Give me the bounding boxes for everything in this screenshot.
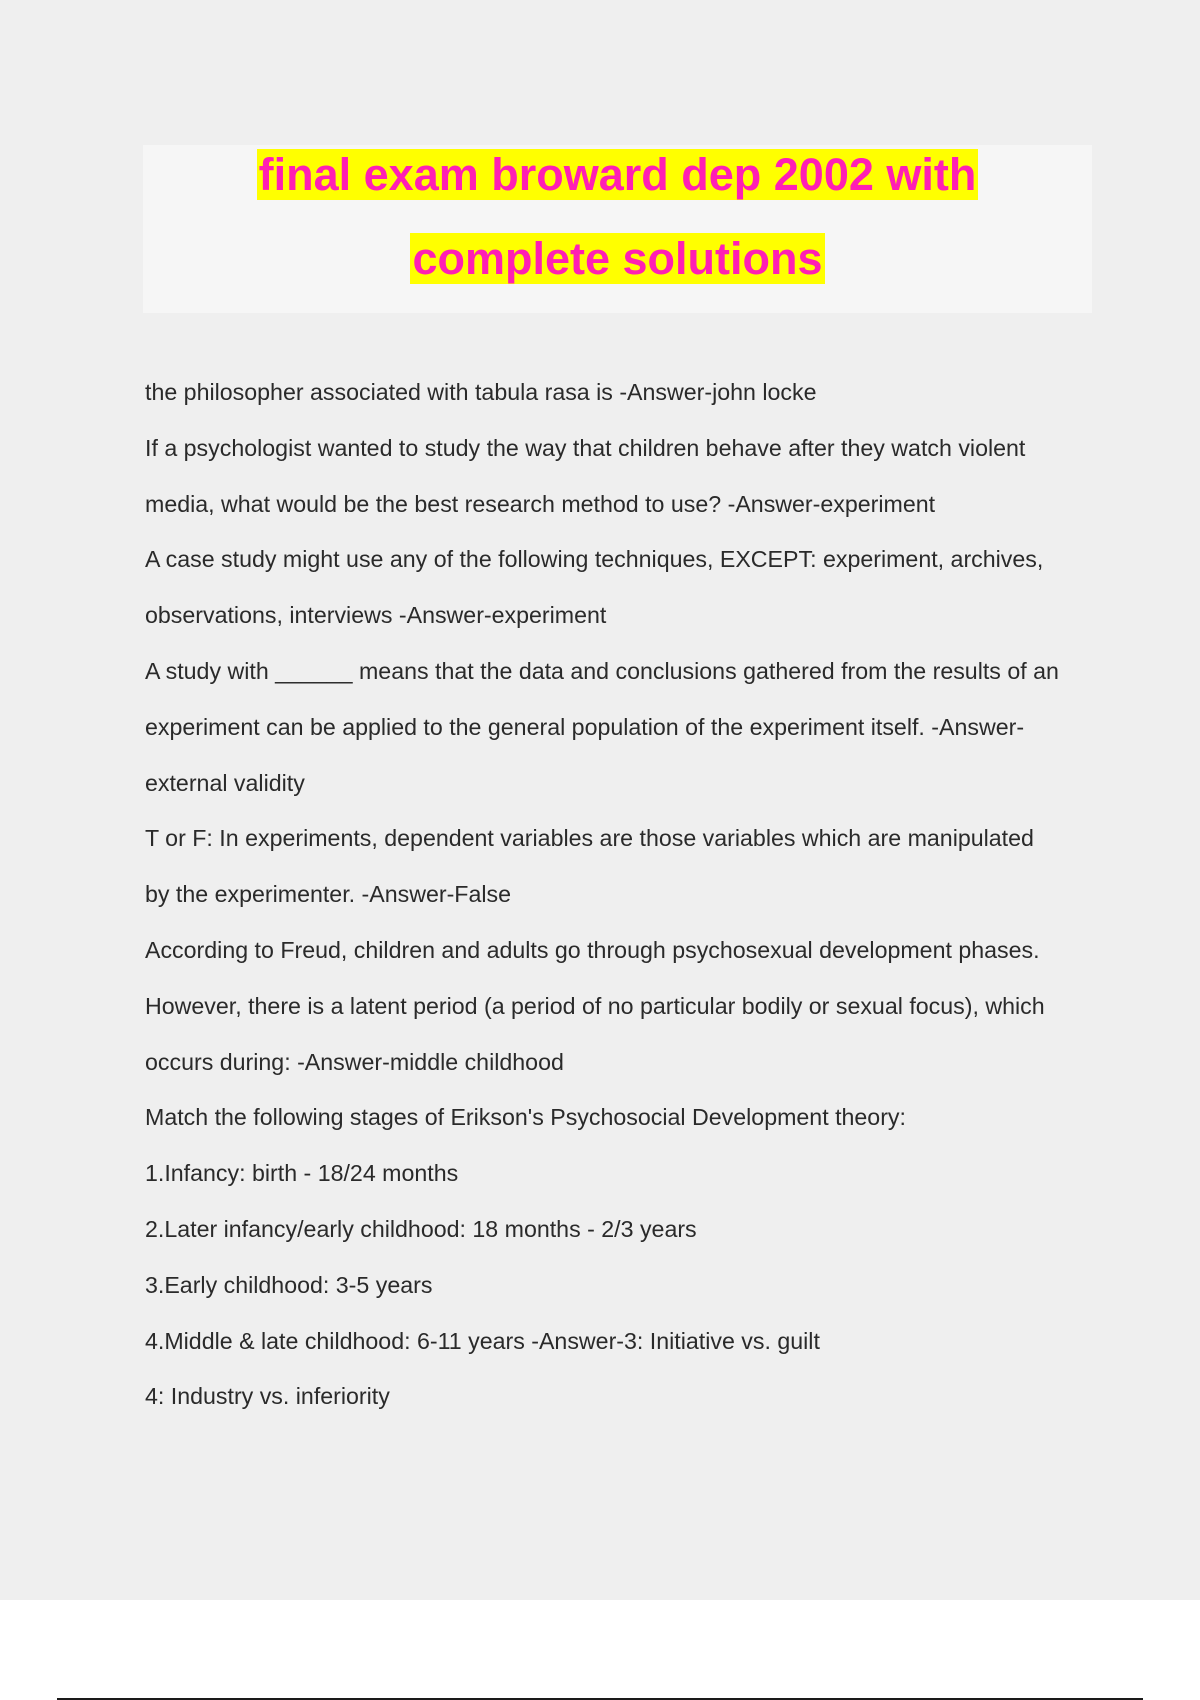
- body-line: T or F: In experiments, dependent variables are those variables which are manipulated: [145, 825, 1034, 852]
- body-line: 4.Middle & late childhood: 6-11 years -Answer-3: Initiative vs. guilt: [145, 1327, 820, 1354]
- body-line: 2.Later infancy/early childhood: 18 months - 2/3 years: [145, 1215, 697, 1242]
- title-line-1: final exam broward dep 2002 with: [258, 149, 977, 200]
- body-line: 3.Early childhood: 3-5 years: [145, 1271, 433, 1298]
- body-line: Match the following stages of Erikson's Psychosocial Development theory:: [145, 1104, 906, 1131]
- title-line-2: complete solutions: [412, 233, 823, 284]
- document-title: [143, 145, 1092, 313]
- body-line: occurs during: -Answer-middle childhood: [145, 1048, 564, 1075]
- body-line: 4: Industry vs. inferiority: [145, 1383, 390, 1410]
- body-line: experiment can be applied to the general population of the experiment itself. -Answer-: [145, 713, 1025, 740]
- body-line: According to Freud, children and adults go through psychosexual development phases.: [145, 936, 1040, 963]
- body-line: 1.Infancy: birth - 18/24 months: [145, 1160, 459, 1187]
- body-line: A case study might use any of the following techniques, EXCEPT: experiment, archives,: [145, 546, 1044, 573]
- document-body: [145, 365, 1095, 1425]
- body-line: A study with ______ means that the data and conclusions gathered from the results of an: [145, 657, 1059, 684]
- body-line: external validity: [145, 769, 305, 796]
- body-line: by the experimenter. -Answer-False: [145, 881, 511, 908]
- body-line: However, there is a latent period (a period of no particular bodily or sexual focus), which: [145, 992, 1045, 1019]
- body-line: If a psychologist wanted to study the way that children behave after they watch violent: [145, 434, 1026, 461]
- body-line: media, what would be the best research method to use? -Answer-experiment: [145, 490, 936, 517]
- body-line: observations, interviews -Answer-experiment: [145, 602, 607, 629]
- body-line: the philosopher associated with tabula rasa is -Answer-john locke: [145, 379, 817, 405]
